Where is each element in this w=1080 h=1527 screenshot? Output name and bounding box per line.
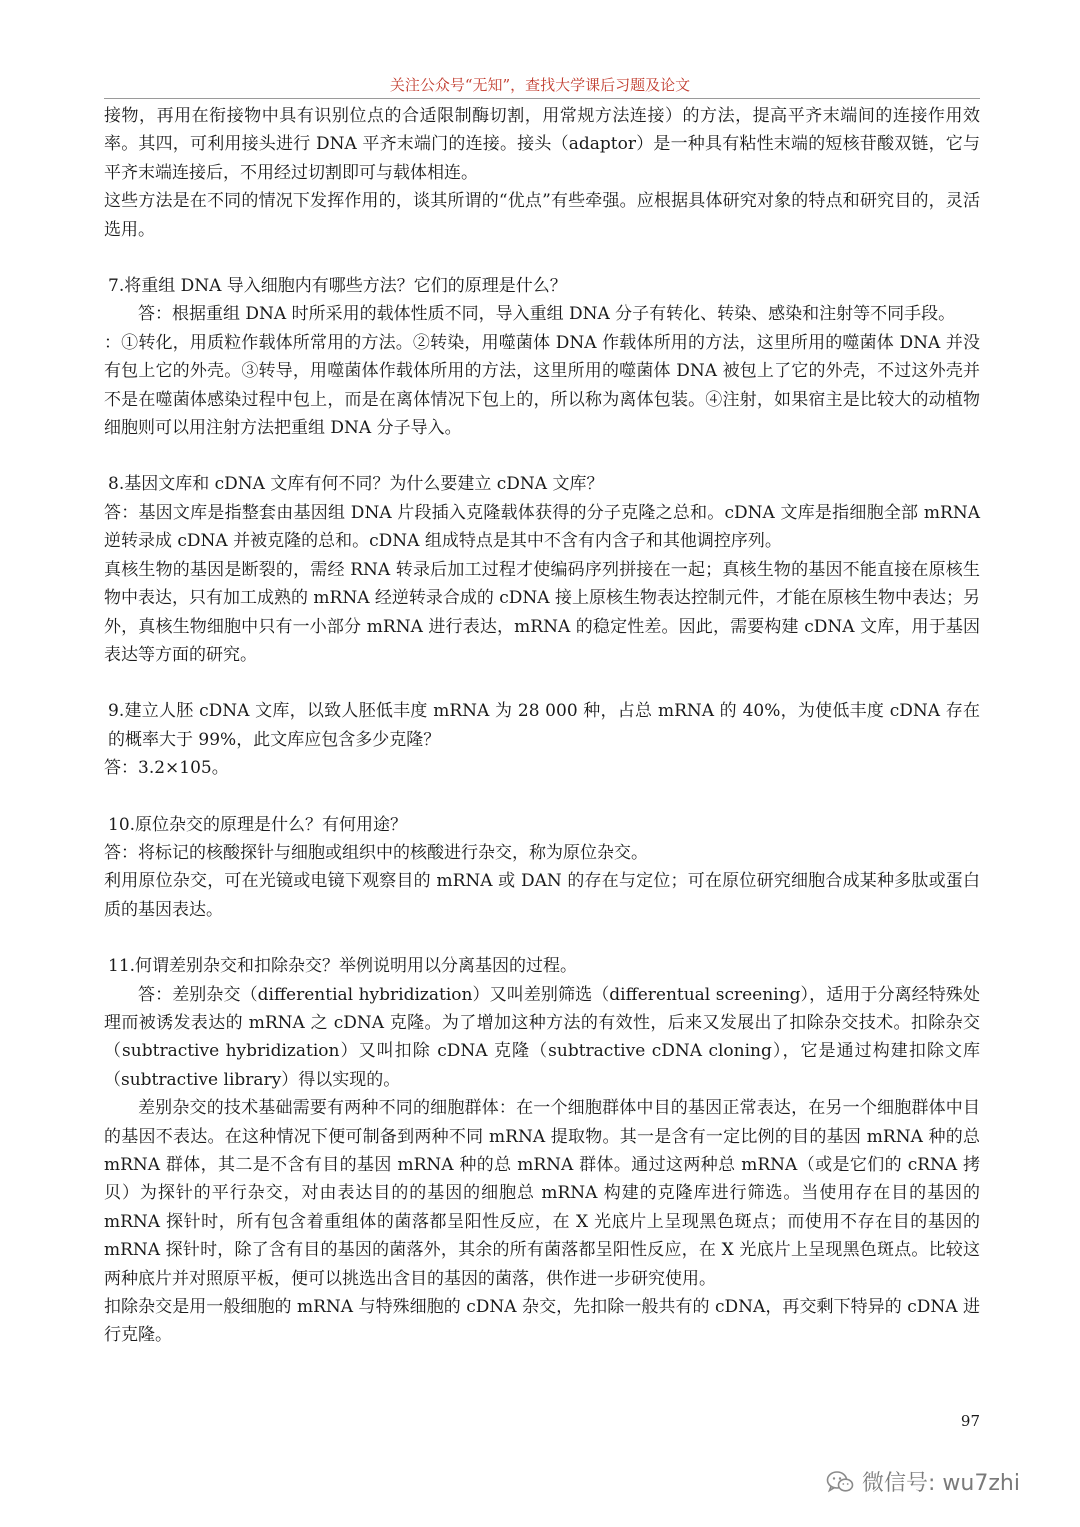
- answer-11-part-2: 差别杂交的技术基础需要有两种不同的细胞群体：在一个细胞群体中目的基因正常表达，在另一个细胞群体中目的基因不表达。在这种情况下便可制备到两种不同 mRNA 提取物。其一是含有一定比例的目的基因 mRNA 种的总 mRNA 群体，其二是不含有目的基因 mRNA 种的总 mRNA 群体。通过这两种总 mRNA（或是它们的 cRNA 拷贝）为探针的平行杂交，对由表达目的的基因的细胞总 mRNA 构建的克隆库进行筛选。当使用存在目的基因的 mRNA 探针时，所有包含着重组体的菌落都呈阳性反应，在 X 光底片上呈现黑色斑点；而使用不存在目的基因的 mRNA 探针时，除了含有目的基因的菌落外，其余的所有菌落都呈阳性反应，在 X 光底片上呈现黑色斑点。比较这两种底片并对照原平板，便可以挑选出含目的基因的菌落，供作进一步研究使用。: [104, 1098, 980, 1289]
- answer-9: 答：3.2×105。: [104, 758, 229, 779]
- answer-7-part-2: ：①转化，用质粒作载体所常用的方法。②转染，用噬菌体 DNA 作载体所用的方法，这里所用的噬菌体 DNA 并没有包上它的外壳。③转导，用噬菌体作载体所用的方法，这里所用的噬菌体 DNA 被包上了它的外壳，不过这外壳并不是在噬菌体感染过程中包上，而是在离体情况下包上的，所以称为离体包装。④注射，如果宿主是比较大的动植物细胞则可以用注射方法把重组 DNA 分子导入。: [104, 332, 980, 439]
- wechat-watermark: [826, 1466, 1020, 1497]
- intro-paragraph-2: 这些方法是在不同的情况下发挥作用的，谈其所谓的“优点”有些牵强。应根据具体研究对象的特点和研究目的，灵活选用。: [104, 191, 980, 240]
- answer-8-part-2: 真核生物的基因是断裂的，需经 RNA 转录后加工过程才使编码序列拼接在一起；真核生物的基因不能直接在原核生物中表达，只有加工成熟的 mRNA 经逆转录合成的 cDNA 接上原核生物表达控制元件，才能在原核生物中表达；另外，真核生物细胞中只有一小部分 mRNA 进行表达，mRNA 的稳定性差。因此，需要构建 cDNA 文库，用于基因表达等方面的研究。: [104, 559, 980, 665]
- answer-8-part-1: 答：基因文库是指整套由基因组 DNA 片段插入克隆载体获得的分子克隆之总和。cDNA 文库是指细胞全部 mRNA 逆转录成 cDNA 并被克隆的总和。cDNA 组成特点是其中不含有内含子和其他调控序列。: [104, 502, 980, 552]
- question-8: 8.基因文库和 cDNA 文库有何不同？为什么要建立 cDNA 文库？: [108, 474, 604, 495]
- question-7: 7.将重组 DNA 导入细胞内有哪些方法？它们的原理是什么？: [108, 276, 567, 297]
- wechat-icon: [826, 1470, 854, 1494]
- page-number: 97: [960, 1412, 980, 1430]
- watermark-text: 微信号: wu7zhi: [862, 1471, 1020, 1496]
- intro-paragraph-1: 接物，再用在衔接物中具有识别位点的合适限制酶切割，用常规方法连接）的方法，提高平齐末端间的连接作用效率。其四，可利用接头进行 DNA 平齐末端门的连接。接头（adaptor）是一种具有粘性末端的短核苷酸双链，它与平齐末端连接后，不用经过切割即可与载体相连。: [104, 106, 980, 183]
- question-11: 11.何谓差别杂交和扣除杂交？举例说明用以分离基因的过程。: [108, 956, 578, 977]
- page-header: 关注公众号“无知”，查找大学课后习题及论文: [389, 76, 691, 94]
- answer-11-part-1: 答：差别杂交（differential hybridization）又叫差别筛选（differentual screening），适用于分离经特殊处理而被诱发表达的 mRNA 之 cDNA 克隆。为了增加这种方法的有效性，后来又发展出了扣除杂交技术。扣除杂交（subtractive hybridization）又叫扣除 cDNA 克隆（subtractive cDNA cloning），它是通过构建扣除文库（subtractive library）得以实现的。: [104, 984, 980, 1090]
- header-divider: [104, 98, 980, 99]
- answer-10-part-1: 答：将标记的核酸探针与细胞或组织中的核酸进行杂交，称为原位杂交。: [104, 842, 648, 863]
- question-9: 9.建立人胚 cDNA 文库，以致人胚低丰度 mRNA 为 28 000 种，占总 mRNA 的 40%，为使低丰度 cDNA 存在的概率大于 99%，此文库应包含多少克隆？: [108, 701, 980, 750]
- document-body: [104, 102, 980, 1350]
- answer-7-part-1: 答：根据重组 DNA 时所采用的载体性质不同，导入重组 DNA 分子有转化、转染、感染和注射等不同手段。: [138, 304, 956, 325]
- answer-11-part-3: 扣除杂交是用一般细胞的 mRNA 与特殊细胞的 cDNA 杂交，先扣除一般共有的 cDNA，再交剩下特异的 cDNA 进行克隆。: [104, 1297, 980, 1346]
- question-10: 10.原位杂交的原理是什么？有何用途？: [108, 814, 408, 835]
- answer-10-part-2: 利用原位杂交，可在光镜或电镜下观察目的 mRNA 或 DAN 的存在与定位；可在原位研究细胞合成某种多肽或蛋白质的基因表达。: [104, 871, 980, 920]
